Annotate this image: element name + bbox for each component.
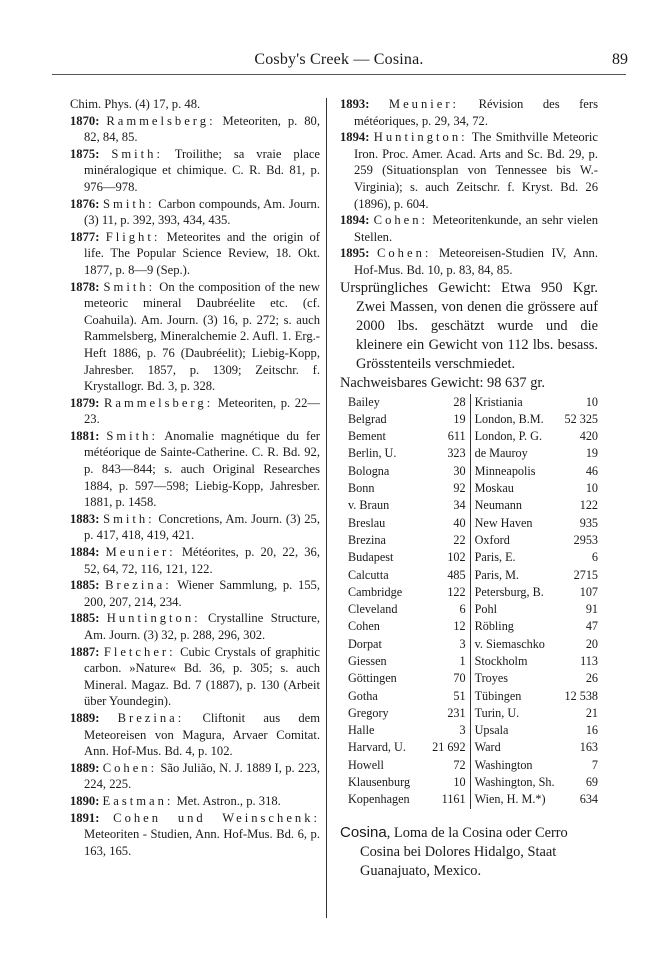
holding-collection: Harvard, U.	[348, 740, 406, 755]
holding-weight: 28	[453, 394, 466, 409]
holding-row	[348, 601, 466, 618]
right-column	[340, 96, 598, 881]
holding-weight: 19	[585, 446, 598, 461]
holding-collection: Breslau	[348, 515, 386, 530]
holding-weight: 3	[459, 636, 466, 651]
holding-weight: 22	[453, 532, 466, 547]
holding-weight: 2953	[573, 532, 598, 547]
holding-weight: 10	[585, 481, 598, 496]
holding-collection: London, B.M.	[474, 411, 544, 426]
holding-row	[348, 757, 466, 774]
bibliography-entry	[70, 577, 320, 610]
entry-author: Cohen:	[376, 246, 432, 261]
holding-weight: 113	[580, 653, 598, 668]
holding-collection: Röbling	[474, 619, 514, 634]
cosina-description: , Loma de la Cosina oder Cerro Cosina bei Dolores Hidalgo, Staat Guanajuato, Mexico.	[360, 824, 568, 879]
holding-weight: 2715	[573, 567, 598, 582]
entry-text: Anomalie magnétique du fer météorique de Sainte-Catherine. C. R. Bd. 92, p. 843—844; s. auch Original Researches 1884, p. 597—598; Liebig-Kopp, Jahresber. 1881, p. 1458.	[84, 428, 320, 510]
holding-row	[348, 791, 466, 808]
holding-weight: 47	[585, 619, 598, 634]
entry-text: On the composition of the new meteoric mineral Daubréelite etc. (cf. Coahuila). Am. Journ. (3) 16, p. 272; s. auch Rammelsberg, Mineralchemie 2. Aufl. 1. Erg.-Heft 1886, p. 76 (Daubréelit); Liebig-Kopp, Jahresber. 1857, p. 1309; Zeitschr. f. Krystallogr. Bd. 3, p. 328.	[84, 279, 320, 394]
holding-collection: Cambridge	[348, 584, 403, 599]
entry-year: 1879:	[70, 395, 100, 410]
continuation-line: Chim. Phys. (4) 17, p. 48.	[70, 97, 201, 111]
holding-row	[475, 428, 598, 445]
entry-year: 1883:	[70, 511, 100, 526]
bibliography-entry	[70, 710, 320, 760]
holding-weight: 51	[453, 688, 466, 703]
entry-text: The Smithville Meteoric Iron. Proc. Amer. Acad. Arts and Sc. Bd. 29, p. 259 (Situationsplan von Tennessee bis W.-Virginia); s. auch Zeitschr. f. Kryst. Bd. 26 (1896), p. 604.	[354, 130, 598, 211]
holding-weight: 21	[585, 705, 598, 720]
holdings-table	[348, 394, 598, 809]
holding-collection: Paris, E.	[474, 550, 516, 565]
entry-text: Cliftonit aus dem Meteoreisen von Magura, Arvaer Comitat. Ann. Hof-Mus. Bd. 4, p. 102.	[84, 710, 321, 759]
holding-weight: 163	[579, 740, 598, 755]
entry-year: 1876:	[70, 196, 100, 211]
entry-text: Wiener Sammlung, p. 155, 200, 207, 214, 234.	[84, 578, 320, 609]
entry-year: 1893:	[340, 97, 370, 111]
holding-collection: Bailey	[348, 394, 380, 409]
holding-collection: Ward	[474, 740, 501, 755]
entry-text: Concretions, Am. Journ. (3) 25, p. 417, 418, 419, 421.	[84, 511, 320, 543]
holding-collection: v. Siemaschko	[474, 636, 545, 651]
holding-collection: Troyes	[474, 671, 509, 686]
holding-weight: 30	[453, 463, 466, 478]
entry-author: Brezina:	[105, 578, 172, 593]
holding-weight: 91	[585, 602, 598, 617]
holding-row	[348, 463, 466, 480]
holding-weight: 21 692	[432, 740, 466, 755]
holdings-column-left	[348, 394, 471, 809]
holding-collection: de Mauroy	[474, 446, 528, 461]
entry-year: 1895:	[340, 246, 370, 261]
holding-row	[475, 532, 598, 549]
holding-row	[475, 722, 598, 739]
entry-author: Smith:	[103, 196, 155, 211]
entry-text: Meteoriten - Studien, Ann. Hof-Mus. Bd. 6, p. 163, 165.	[84, 827, 320, 858]
entry-author: Cohen und Weinschenk:	[113, 810, 320, 825]
holding-collection: New Haven	[474, 515, 533, 530]
page-number: 89	[612, 51, 628, 68]
holding-weight: 12	[453, 619, 466, 634]
holding-row	[348, 722, 466, 739]
holding-row	[475, 653, 598, 670]
bibliography-list-right	[340, 96, 598, 279]
holding-row	[348, 739, 466, 756]
entry-text: Météorites, p. 20, 22, 36, 52, 64, 72, 116, 121, 122.	[84, 545, 320, 576]
holding-weight: 40	[453, 515, 466, 530]
holding-row	[348, 549, 466, 566]
entry-year: 1870:	[70, 113, 100, 128]
bibliography-entry	[70, 793, 320, 810]
holding-collection: Washington, Sh.	[474, 775, 555, 790]
holding-row	[475, 567, 598, 584]
original-weight-paragraph: Ursprüngliches Gewicht: Etwa 950 Kgr. Zwei Massen, von denen die grössere auf 2000 lbs. geschätzt wurde und die kleinere ein Gewicht von 112 lbs. besass. Grösstenteils verschmiedet.	[340, 279, 598, 372]
holding-row	[475, 688, 598, 705]
holding-collection: v. Braun	[348, 498, 390, 513]
holding-collection: Göttingen	[348, 671, 397, 686]
holding-collection: Bement	[348, 429, 386, 444]
entry-year: 1878:	[70, 279, 100, 294]
entry-year: 1885:	[70, 611, 100, 626]
holding-weight: 102	[447, 550, 466, 565]
holding-collection: Oxford	[474, 532, 510, 547]
holdings-column-right	[471, 394, 598, 809]
entry-text: Meteorites and the origin of life. The Popular Science Review, 18. Okt. 1877, p. 8—9 (Sep.).	[84, 229, 321, 277]
holding-collection: London, P. G.	[474, 429, 542, 444]
holding-collection: Neumann	[474, 498, 522, 513]
entry-author: Cohen:	[102, 760, 158, 775]
holding-weight: 6	[591, 550, 598, 565]
holding-collection: Budapest	[348, 550, 394, 565]
holding-collection: Stockholm	[474, 653, 528, 668]
holding-collection: Gregory	[348, 705, 389, 720]
entry-year: 1887:	[70, 644, 100, 659]
holding-collection: Wien, H. M.*)	[474, 792, 546, 807]
holding-collection: Tübingen	[474, 688, 522, 703]
bibliography-entry	[70, 544, 320, 577]
holding-weight: 70	[453, 671, 466, 686]
holding-collection: Turin, U.	[474, 705, 520, 720]
holding-row	[475, 791, 598, 808]
header-rule	[52, 74, 626, 75]
entry-author: Fletcher:	[103, 644, 176, 659]
entry-year: 1885:	[70, 578, 100, 593]
entry-author: Brezina:	[117, 710, 185, 725]
holding-row	[475, 584, 598, 601]
column-divider	[326, 98, 327, 918]
entry-text: Met. Astron., p. 318.	[176, 793, 281, 808]
holding-row	[348, 515, 466, 532]
holding-weight: 1	[459, 653, 466, 668]
bibliography-entry	[70, 229, 320, 279]
holding-row	[475, 705, 598, 722]
entry-year: 1890:	[70, 793, 100, 808]
entry-year: 1877:	[70, 229, 100, 244]
entry-text: Meteoriten, p. 22—23.	[84, 395, 320, 427]
entry-year: 1889:	[70, 710, 100, 725]
holding-row	[348, 636, 466, 653]
entry-year: 1875:	[70, 146, 100, 161]
holding-weight: 16	[585, 723, 598, 738]
holding-weight: 6	[459, 602, 466, 617]
holding-collection: Berlin, U.	[348, 446, 397, 461]
bibliography-entry	[70, 760, 320, 793]
entry-author: Huntington:	[106, 611, 201, 626]
entry-text: Carbon compounds, Am. Journ. (3) 11, p. 392, 393, 434, 435.	[84, 196, 321, 228]
holding-collection: Washington	[474, 757, 533, 772]
holding-collection: Calcutta	[348, 567, 389, 582]
entry-text: Meteoritenkunde, an sehr vielen Stellen.	[354, 213, 598, 244]
holding-weight: 10	[453, 775, 466, 790]
holding-collection: Upsala	[474, 723, 509, 738]
holding-collection: Kristiania	[474, 394, 523, 409]
holding-collection: Giessen	[348, 653, 387, 668]
holding-weight: 107	[579, 584, 598, 599]
holding-row	[475, 445, 598, 462]
holding-collection: Cohen	[348, 619, 380, 634]
holding-weight: 69	[585, 775, 598, 790]
entry-author: Cohen:	[373, 213, 429, 228]
entry-author: Meunier:	[105, 545, 176, 560]
holding-weight: 7	[591, 757, 598, 772]
entry-author: Rammelsberg:	[103, 395, 214, 410]
holding-row	[475, 394, 598, 411]
holding-collection: Pohl	[474, 602, 497, 617]
entry-year: 1881:	[70, 428, 100, 443]
holding-collection: Moskau	[474, 481, 514, 496]
holding-collection: Bonn	[348, 481, 375, 496]
entry-text: Cubic Crystals of graphitic carbon. »Nature« Bd. 36, p. 305; s. auch Mineral. Magaz. Bd. 7 (1887), p. 130 (Arbeit über Youndegin).	[84, 644, 321, 709]
entry-year: 1884:	[70, 545, 100, 560]
holding-weight: 231	[447, 705, 466, 720]
bibliography-entry	[70, 428, 320, 511]
holding-row	[348, 705, 466, 722]
holding-row	[348, 653, 466, 670]
holding-collection: Paris, M.	[474, 567, 519, 582]
entry-year: 1894:	[340, 213, 370, 228]
holding-row	[348, 567, 466, 584]
holding-weight: 52 325	[564, 411, 598, 426]
entry-year: 1894:	[340, 130, 370, 145]
holding-weight: 1161	[441, 792, 466, 807]
holding-row	[348, 428, 466, 445]
holding-weight: 19	[453, 411, 466, 426]
holding-collection: Dorpat	[348, 636, 382, 651]
holding-row	[475, 549, 598, 566]
holding-row	[475, 757, 598, 774]
entry-author: Huntington:	[373, 130, 468, 145]
holding-row	[348, 497, 466, 514]
holding-row	[348, 774, 466, 791]
entry-author: Flight:	[105, 229, 161, 244]
bibliography-entry	[70, 113, 320, 146]
holding-row	[475, 463, 598, 480]
holding-collection: Belgrad	[348, 411, 387, 426]
holding-weight: 34	[453, 498, 466, 513]
entry-year: 1889:	[70, 760, 100, 775]
entry-author: Eastman:	[102, 793, 174, 808]
holding-collection: Cleveland	[348, 602, 398, 617]
holding-row	[475, 670, 598, 687]
holdings-title: Nachweisbares Gewicht: 98 637 gr.	[340, 374, 546, 391]
entry-author: Smith:	[106, 428, 158, 443]
bibliography-entry	[340, 129, 598, 212]
bibliography-entry	[70, 395, 320, 428]
bibliography-entry	[70, 146, 320, 196]
holding-weight: 12 538	[564, 688, 598, 703]
entry-year: 1891:	[70, 810, 100, 825]
holding-collection: Petersburg, B.	[474, 584, 544, 599]
holding-row	[475, 515, 598, 532]
bibliography-entry	[70, 279, 320, 395]
holding-row	[475, 601, 598, 618]
holding-row	[348, 618, 466, 635]
holding-weight: 122	[579, 498, 598, 513]
holding-row	[475, 618, 598, 635]
entry-author: Smith:	[103, 511, 155, 526]
holding-row	[348, 411, 466, 428]
holding-weight: 10	[585, 394, 598, 409]
bibliography-entry	[340, 245, 598, 278]
entry-text: Meteoriten, p. 80, 82, 84, 85.	[84, 113, 321, 145]
holding-weight: 26	[585, 671, 598, 686]
holding-collection: Klausenburg	[348, 775, 411, 790]
holding-collection: Kopenhagen	[348, 792, 410, 807]
holding-collection: Brezina	[348, 532, 386, 547]
holding-weight: 420	[579, 429, 598, 444]
holding-weight: 323	[447, 446, 466, 461]
holding-row	[348, 688, 466, 705]
holding-row	[348, 445, 466, 462]
holding-weight: 20	[585, 636, 598, 651]
holding-row	[475, 480, 598, 497]
bibliography-entry	[70, 610, 320, 643]
cosina-heading: Cosina	[340, 823, 387, 841]
left-column	[70, 96, 320, 859]
holding-collection: Gotha	[348, 688, 378, 703]
holding-collection: Bologna	[348, 463, 390, 478]
holding-row	[475, 411, 598, 428]
entry-author: Rammelsberg:	[106, 113, 216, 128]
holding-collection: Halle	[348, 723, 375, 738]
entry-text: São Julião, N. J. 1889 I, p. 223, 224, 225.	[84, 760, 320, 792]
holding-weight: 46	[585, 463, 598, 478]
holding-collection: Howell	[348, 757, 384, 772]
holding-collection: Minneapolis	[474, 463, 536, 478]
holding-weight: 935	[579, 515, 598, 530]
holding-weight: 3	[459, 723, 466, 738]
holding-weight: 485	[447, 567, 466, 582]
entry-text: Meteoreisen-Studien IV, Ann. Hof-Mus. Bd. 10, p. 83, 84, 85.	[354, 246, 599, 277]
holding-row	[475, 774, 598, 791]
cosina-entry	[340, 823, 598, 881]
holding-weight: 92	[453, 481, 466, 496]
holding-row	[348, 584, 466, 601]
bibliography-entry	[70, 196, 320, 229]
bibliography-entry	[70, 644, 320, 710]
bibliography-entry	[70, 810, 320, 860]
entry-author: Meunier:	[388, 97, 460, 111]
bibliography-entry	[340, 212, 598, 245]
bibliography-entry	[70, 511, 320, 544]
page-title: Cosby's Creek — Cosina.	[254, 51, 424, 68]
bibliography-list-left	[70, 113, 320, 860]
holding-weight: 122	[447, 584, 466, 599]
holding-weight: 72	[453, 757, 466, 772]
entry-author: Smith:	[103, 279, 156, 294]
holding-row	[348, 480, 466, 497]
holding-row	[348, 532, 466, 549]
holding-weight: 634	[579, 792, 598, 807]
holding-row	[475, 497, 598, 514]
holding-row	[475, 739, 598, 756]
holding-row	[348, 394, 466, 411]
entry-text: Crystalline Structure, Am. Journ. (3) 32, p. 288, 296, 302.	[84, 611, 320, 642]
holding-weight: 611	[447, 429, 466, 444]
holding-row	[348, 670, 466, 687]
running-header	[50, 51, 628, 75]
bibliography-entry	[340, 96, 598, 129]
entry-author: Smith:	[111, 146, 163, 161]
entry-text: Révision des fers météoriques, p. 29, 34, 72.	[354, 97, 598, 128]
holding-row	[475, 636, 598, 653]
entry-text: Troilithe; sa vraie place minéralogique et chimique. C. R. Bd. 81, p. 976—978.	[84, 146, 320, 194]
